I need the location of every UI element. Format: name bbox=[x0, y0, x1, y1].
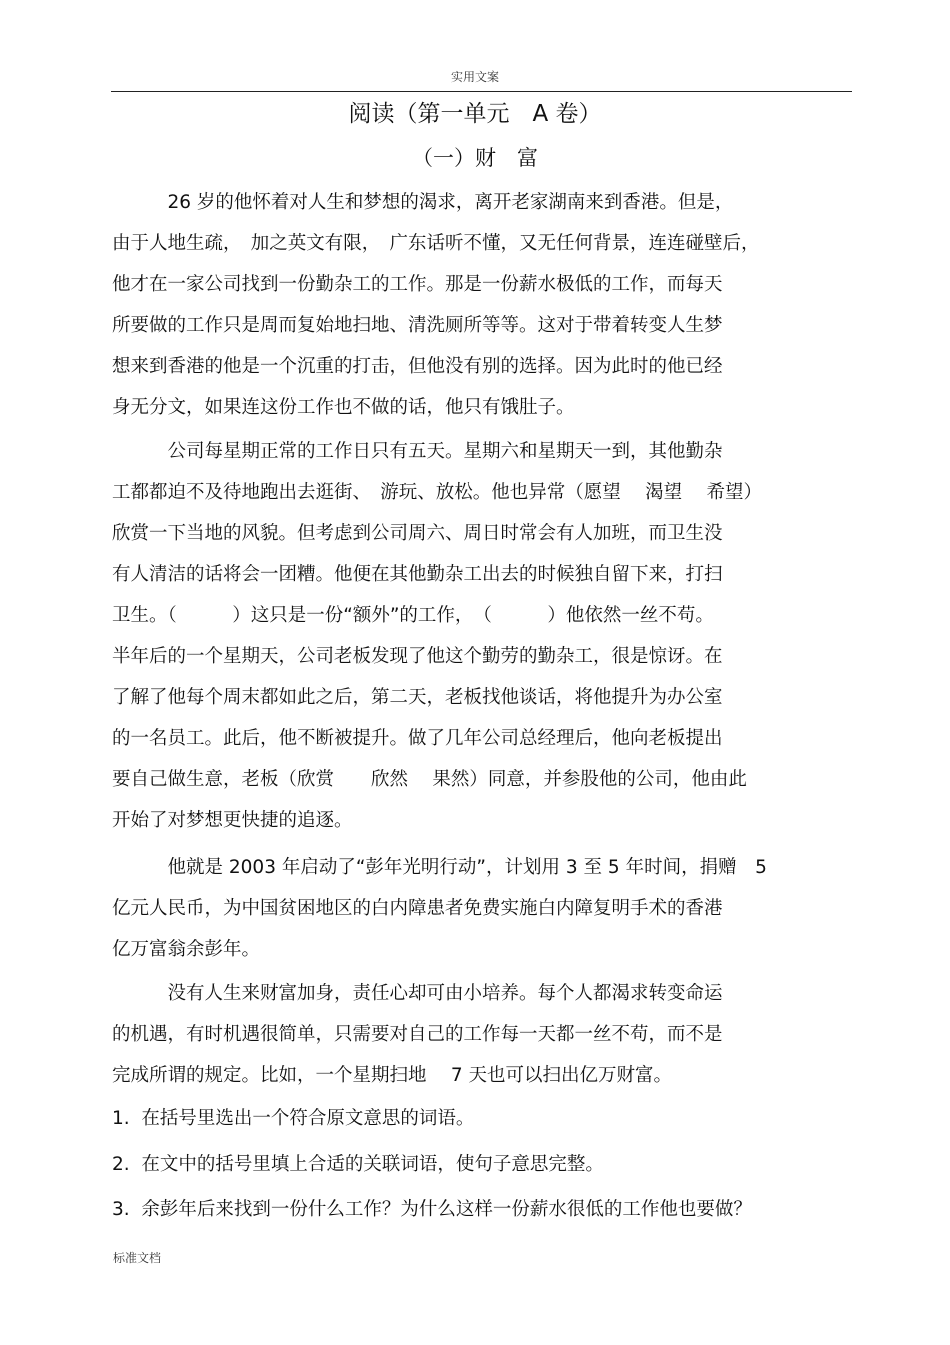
text-line: 亿元人民币，为中国贫困地区的白内障患者免费实施白内障复明手术的香港 bbox=[112, 898, 723, 919]
text-line: 有人清洁的话将会一团糟。他便在其他勤杂工出去的时候独自留下来，打扫 bbox=[112, 564, 723, 585]
page-header: 实用文案 bbox=[450, 70, 499, 84]
text-line: 开始了对梦想更快捷的追逐。 bbox=[112, 810, 353, 831]
text-line: 半年后的一个星期天，公司老板发现了他这个勤劳的勤杂工，很是惊讶。在 bbox=[112, 646, 723, 667]
page-footer: 标准文档 bbox=[113, 1251, 162, 1265]
text-line: 的一名员工。此后，他不断被提升。做了几年公司总经理后，他向老板提出 bbox=[112, 728, 723, 749]
page-title: 阅读（第一单元 A 卷） bbox=[348, 101, 602, 127]
text-line: 身无分文，如果连这份工作也不做的话，他只有饿肚子。 bbox=[112, 397, 575, 418]
question-2: 2. 在文中的括号里填上合适的关联词语，使句子意思完整。 bbox=[112, 1154, 604, 1175]
text-line: 所要做的工作只是周而复始地扫地、清洗厕所等等。这对于带着转变人生梦 bbox=[112, 315, 723, 336]
section-title: （一）财 富 bbox=[412, 146, 538, 170]
text-line: 完成所谓的规定。比如，一个星期扫地 7 天也可以扫出亿万财富。 bbox=[112, 1065, 673, 1086]
text-line: 他就是 2003 年启动了“彭年光明行动”，计划用 3 至 5 年时间，捐赠 5 bbox=[112, 857, 767, 878]
text-line: 由于人地生疏， 加之英文有限， 广东话听不懂，又无任何背景，连连碰壁后， bbox=[112, 233, 760, 254]
header-divider bbox=[111, 91, 852, 92]
question-3: 3. 余彭年后来找到一份什么工作？为什么这样一份薪水很低的工作他也要做？ bbox=[112, 1199, 752, 1220]
text-line: 工都都迫不及待地跑出去逛街、 游玩、放松。他也异常（愿望 渴望 希望） bbox=[112, 482, 763, 503]
text-line: 要自己做生意，老板（欣赏 欣然 果然）同意，并参股他的公司，他由此 bbox=[112, 769, 747, 790]
text-line: 26 岁的他怀着对人生和梦想的渴求，离开老家湖南来到香港。但是， bbox=[112, 192, 734, 213]
text-line: 想来到香港的他是一个沉重的打击，但他没有别的选择。因为此时的他已经 bbox=[112, 356, 723, 377]
text-line: 亿万富翁余彭年。 bbox=[112, 939, 261, 960]
question-1: 1. 在括号里选出一个符合原文意思的词语。 bbox=[112, 1108, 475, 1129]
text-line: 公司每星期正常的工作日只有五天。星期六和星期天一到，其他勤杂 bbox=[112, 441, 723, 462]
text-line: 了解了他每个周末都如此之后，第二天，老板找他谈话，将他提升为办公室 bbox=[112, 687, 723, 708]
text-line: 卫生。（ ）这只是一份“额外”的工作， （ ）他依然一丝不苟。 bbox=[112, 605, 714, 626]
text-line: 没有人生来财富加身，责任心却可由小培养。每个人都渴求转变命运 bbox=[112, 983, 723, 1004]
text-line: 他才在一家公司找到一份勤杂工的工作。那是一份薪水极低的工作，而每天 bbox=[112, 274, 723, 295]
text-line: 欣赏一下当地的风貌。但考虑到公司周六、周日时常会有人加班，而卫生没 bbox=[112, 523, 723, 544]
text-line: 的机遇，有时机遇很简单，只需要对自己的工作每一天都一丝不苟，而不是 bbox=[112, 1024, 723, 1045]
